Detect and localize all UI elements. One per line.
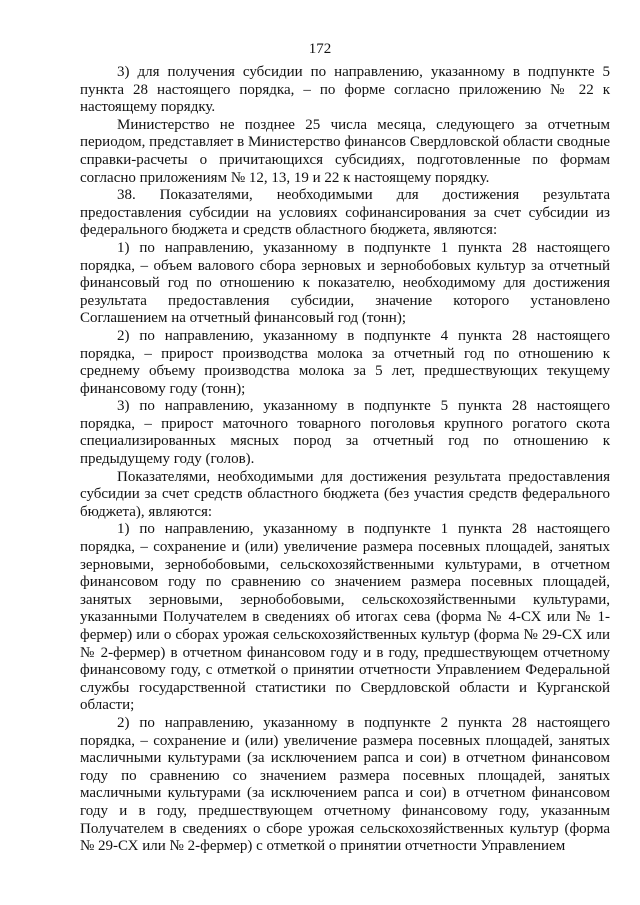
- paragraph-ministry-deadline: Министерство не позднее 25 числа месяца, следующего за отчетным периодом, представляет в Министерство финансов Свердловской области сводные справки-расчеты о причитающихся субсидиях, подготовленные по формам согласно приложениям № 12, 13, 19 и 22 к настоящему порядку.: [80, 116, 610, 186]
- paragraph-indicator-3: 3) по направлению, указанному в подпункте 5 пункта 28 настоящего порядка, – прирост маточного товарного поголовья крупного рогатого скота специализированных мясных пород за отчетный год по отношению к предыдущему году (голов).: [80, 398, 610, 468]
- document-body: [80, 64, 610, 856]
- paragraph-indicator-2: 2) по направлению, указанному в подпункте 4 пункта 28 настоящего порядка, – прирост производства молока за отчетный год по отношению к среднему объему производства молока за 5 лет, предшествующих текущему финансовому году (тонн);: [80, 327, 610, 397]
- paragraph-regional-indicator-1: 1) по направлению, указанному в подпункте 1 пункта 28 настоящего порядка, – сохранение и (или) увеличение размера посевных площадей, занятых зерновыми, зернобобовыми, сельскохозяйственными культурами, в отчетном финансовом году по сравнению со значением размера посевных площадей, занятых зерновыми, зернобобовыми, сельскохозяйственными культурами, указанными Получателем в сведениях об итогах сева (форма № 4-СХ или № 1-фермер) или о сборах урожая сельскохозяйственных культур (форма № 29-СХ или № 2-фермер) в отчетном финансовом году и в году, предшествующем отчетному финансовому году, с отметкой о принятии отчетности Управлением Федеральной службы государственной статистики по Свердловской области и Курганской области;: [80, 521, 610, 714]
- page-number: 172: [308, 41, 332, 57]
- paragraph-indicator-1: 1) по направлению, указанному в подпункте 1 пункта 28 настоящего порядка, – объем валового сбора зерновых и зернобобовых культур за отчетный финансовый год по отношению к показателю, необходимому для достижения результата предоставления субсидии, значение которого установлено Соглашением на отчетный финансовый год (тонн);: [80, 239, 610, 327]
- paragraph-section-38: 38. Показателями, необходимыми для достижения результата предоставления субсидии на условиях софинансирования за счет субсидии из федерального бюджета и средств областного бюджета, являются:: [80, 187, 610, 239]
- paragraph-regional-indicator-2: 2) по направлению, указанному в подпункте 2 пункта 28 настоящего порядка, – сохранение и (или) увеличение размера посевных площадей, занятых масличными культурами (за исключением рапса и сои) в отчетном финансовом году по сравнению со значением размера посевных площадей, занятых масличными культурами (за исключением рапса и сои) в отчетном финансовом году и в году, предшествующем отчетному финансовому году, указанным Получателем в сведениях о сборе урожая сельскохозяйственных культур (форма № 29-СХ или № 2-фермер) с отметкой о принятии отчетности Управлением: [80, 714, 610, 855]
- paragraph-regional-indicators: Показателями, необходимыми для достижения результата предоставления субсидии за счет средств областного бюджета (без участия средств федерального бюджета), являются:: [80, 468, 610, 520]
- paragraph-item-3-form: 3) для получения субсидии по направлению, указанному в подпункте 5 пункта 28 настоящего порядка, – по форме согласно приложению № 22 к настоящему порядку.: [80, 64, 610, 116]
